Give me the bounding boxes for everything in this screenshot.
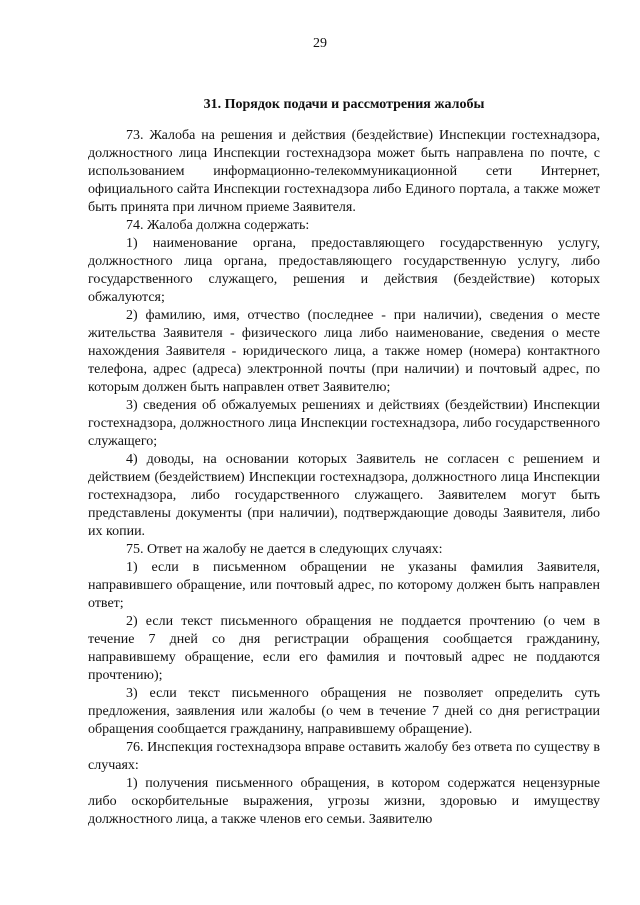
paragraph-75-item-1: 1) если в письменном обращении не указаны фамилия Заявителя, направившего обращение, или почтовый адрес, по которому должен быть направлен ответ; (88, 560, 600, 611)
paragraph-74: 74. Жалоба должна содержать: (126, 218, 310, 233)
paragraph-76: 76. Инспекция гостехнадзора вправе оставить жалобу без ответа по существу в случаях: (88, 740, 600, 773)
paragraph-75-item-2: 2) если текст письменного обращения не поддается прочтению (о чем в течение 7 дней со дня регистрации обращения сообщается гражданину, направившему обращение, если его фамилия и почтовый адрес не поддаются прочтению); (88, 614, 600, 683)
paragraph-73: 73. Жалоба на решения и действия (бездействие) Инспекции гостехнадзора, должностного лица Инспекции гостехнадзора может быть направлена по почте, с использованием информационно-телекоммуникационной сети Интернет, официального сайта Инспекции гостехнадзора либо Единого портала, а также может быть принята при личном приеме Заявителя. (88, 128, 600, 215)
paragraph-75: 75. Ответ на жалобу не дается в следующих случаях: (126, 542, 443, 557)
paragraph-74-item-1: 1) наименование органа, предоставляющего государственную услугу, должностного лица органа, предоставляющего государственную услугу, либо государственного служащего, решения и действия (бездействие) которых обжалуются; (88, 236, 600, 305)
paragraph-75-item-3: 3) если текст письменного обращения не позволяет определить суть предложения, заявления или жалобы (о чем в течение 7 дней со дня регистрации обращения сообщается гражданину, направившему обращение). (88, 686, 600, 737)
paragraph-76-item-1: 1) получения письменного обращения, в котором содержатся нецензурные либо оскорбительные выражения, угрозы жизни, здоровью и имуществу должностного лица, а также членов его семьи. Заявителю (88, 776, 600, 827)
page-number: 29 (313, 36, 327, 51)
section-title: 31. Порядок подачи и рассмотрения жалобы (203, 97, 485, 112)
paragraph-74-item-4: 4) доводы, на основании которых Заявитель не согласен с решением и действием (бездействием) Инспекции гостехнадзора, должностного лица Инспекции гостехнадзора, либо государственного служащего. Заявителем могут быть представлены документы (при наличии), подтверждающие доводы Заявителя, либо их копии. (88, 452, 600, 539)
paragraph-74-item-3: 3) сведения об обжалуемых решениях и действиях (бездействии) Инспекции гостехнадзора, должностного лица Инспекции гостехнадзора, либо государственного служащего; (88, 398, 600, 449)
paragraph-74-item-2: 2) фамилию, имя, отчество (последнее - при наличии), сведения о месте жительства Заявителя - физического лица либо наименование, сведения о месте нахождения Заявителя - юридического лица, а также номер (номера) контактного телефона, адрес (адреса) электронной почты (при наличии) и почтовый адрес, по которым должен быть направлен ответ Заявителю; (88, 308, 600, 395)
document-body (88, 127, 600, 829)
